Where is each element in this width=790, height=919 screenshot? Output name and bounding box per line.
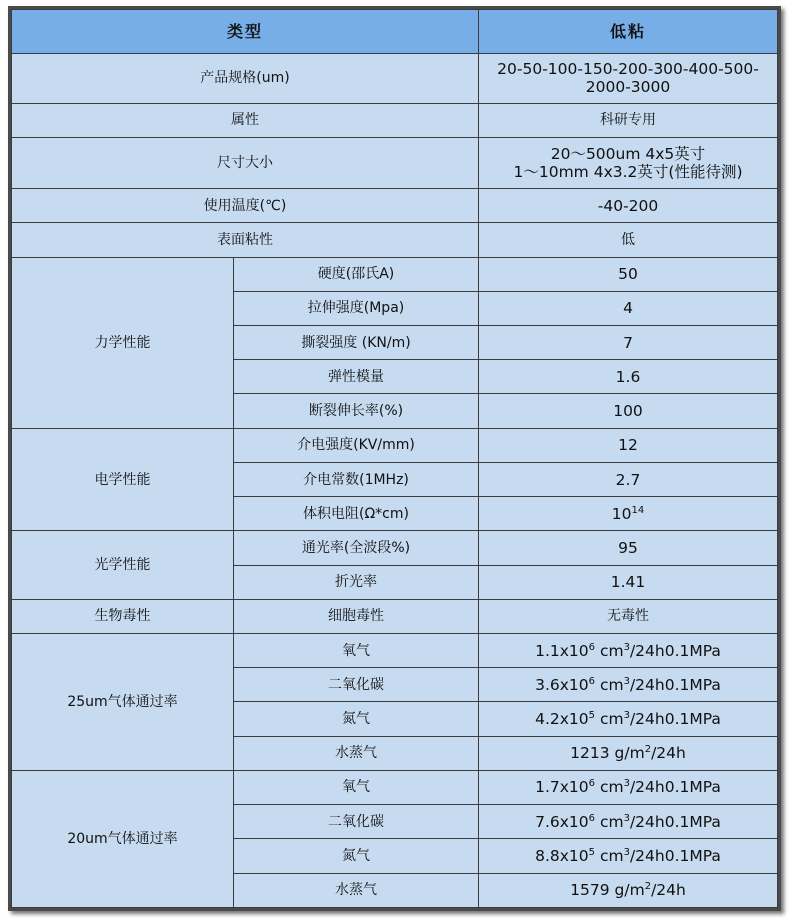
property-label: 撕裂强度 (KN/m) [234,326,479,360]
temperature-value: -40-200 [479,189,778,223]
gas-unit-tail: /24h0.1MPa [629,710,721,729]
row-attribute [12,103,778,137]
spec-table [11,9,778,908]
property-label: 细胞毒性 [234,599,479,633]
gas-unit-tail: /24h [651,744,686,763]
gas-label: 水蒸气 [234,736,479,770]
gas-label: 氧气 [234,770,479,804]
gas-label: 二氧化碳 [234,805,479,839]
property-label: 介电常数(1MHz) [234,462,479,496]
property-label: 拉伸强度(Mpa) [234,291,479,325]
property-value: 1.6 [479,360,778,394]
gas-unit-tail: /24h0.1MPa [629,846,721,865]
value-base: 10 [611,504,632,523]
property-value: 2.7 [479,462,778,496]
property-label: 体积电阻(Ω*cm) [234,497,479,531]
gas-unit: cm [595,675,624,694]
gas-unit-tail: /24h [651,881,686,900]
row-spec [12,54,778,103]
property-value: 4 [479,291,778,325]
gas-exponent: 2 [644,881,652,893]
group-gas20: 20um气体通过率 [12,770,234,907]
row-gas25-0 [12,634,778,668]
header-grade: 低粘 [479,10,778,54]
row-size [12,137,778,188]
property-value [479,497,778,531]
value-exponent: 14 [631,504,645,516]
gas-unit-exponent: 3 [623,675,630,687]
gas-label: 氮气 [234,702,479,736]
gas-unit-exponent: 3 [623,641,630,653]
gas-mantissa: 8.8x10 [535,846,589,865]
group-gas25: 25um气体通过率 [12,634,234,771]
spec-label: 产品规格(um) [12,54,479,103]
gas-unit-exponent: 3 [623,778,630,790]
surface-value: 低 [479,223,778,257]
attribute-value: 科研专用 [479,103,778,137]
property-value: 100 [479,394,778,428]
header-row [12,10,778,54]
gas-value [479,770,778,804]
size-value [479,137,778,188]
gas-value [479,634,778,668]
gas-exponent: 5 [588,846,596,858]
spec-value-line2: 2000-3000 [585,78,671,97]
size-value-line1: 20～500um 4x5英寸 [550,144,706,163]
row-electrical-0 [12,428,778,462]
group-electrical: 电学性能 [12,428,234,531]
property-label: 通光率(全波段%) [234,531,479,565]
gas-exponent: 6 [588,778,596,790]
gas-exponent: 5 [588,709,596,721]
gas-unit: cm [595,812,624,831]
property-label: 介电强度(KV/mm) [234,428,479,462]
gas-label: 水蒸气 [234,873,479,907]
gas-mantissa: 7.6x10 [535,812,589,831]
gas-mantissa: 1.1x10 [535,641,589,660]
row-gas20-0 [12,770,778,804]
gas-value [479,873,778,907]
gas-unit-tail: /24h0.1MPa [629,778,721,797]
gas-value [479,702,778,736]
gas-label: 氧气 [234,634,479,668]
gas-label: 二氧化碳 [234,668,479,702]
gas-unit-tail: /24h0.1MPa [629,641,721,660]
gas-unit: cm [595,710,624,729]
property-label: 断裂伸长率(%) [234,394,479,428]
gas-value [479,668,778,702]
gas-value [479,805,778,839]
property-value: 无毒性 [479,599,778,633]
gas-unit: cm [595,641,624,660]
group-optical: 光学性能 [12,531,234,599]
property-label: 硬度(邵氏A) [234,257,479,291]
temperature-label: 使用温度(℃) [12,189,479,223]
row-surface [12,223,778,257]
header-type: 类型 [12,10,479,54]
gas-unit-exponent: 3 [623,812,630,824]
row-mechanical-0 [12,257,778,291]
group-mechanical: 力学性能 [12,257,234,428]
gas-mantissa: 4.2x10 [535,710,589,729]
row-toxicity [12,599,778,633]
gas-unit: cm [595,846,624,865]
surface-label: 表面粘性 [12,223,479,257]
gas-exponent: 2 [644,744,652,756]
row-optical-0 [12,531,778,565]
gas-unit-exponent: 3 [623,709,630,721]
gas-unit-tail: /24h0.1MPa [629,675,721,694]
gas-mantissa: 1.7x10 [535,778,589,797]
group-toxicity: 生物毒性 [12,599,234,633]
gas-value [479,839,778,873]
property-value: 12 [479,428,778,462]
spec-value [479,54,778,103]
gas-unit-tail: /24h0.1MPa [629,812,721,831]
spec-table-frame [8,6,781,911]
property-value: 7 [479,326,778,360]
gas-mantissa: 1579 g/m [570,881,645,900]
gas-value [479,736,778,770]
property-value: 1.41 [479,565,778,599]
gas-label: 氮气 [234,839,479,873]
gas-mantissa: 3.6x10 [535,675,589,694]
property-label: 弹性模量 [234,360,479,394]
gas-exponent: 6 [588,812,596,824]
property-label: 折光率 [234,565,479,599]
gas-exponent: 6 [588,675,596,687]
gas-exponent: 6 [588,641,596,653]
size-label: 尺寸大小 [12,137,479,188]
row-temperature [12,189,778,223]
gas-unit-exponent: 3 [623,846,630,858]
gas-unit: cm [595,778,624,797]
property-value: 95 [479,531,778,565]
gas-mantissa: 1213 g/m [570,744,645,763]
property-value: 50 [479,257,778,291]
spec-value-line1: 20-50-100-150-200-300-400-500- [497,60,759,79]
size-value-line2: 1～10mm 4x3.2英寸(性能待测) [513,162,743,181]
attribute-label: 属性 [12,103,479,137]
